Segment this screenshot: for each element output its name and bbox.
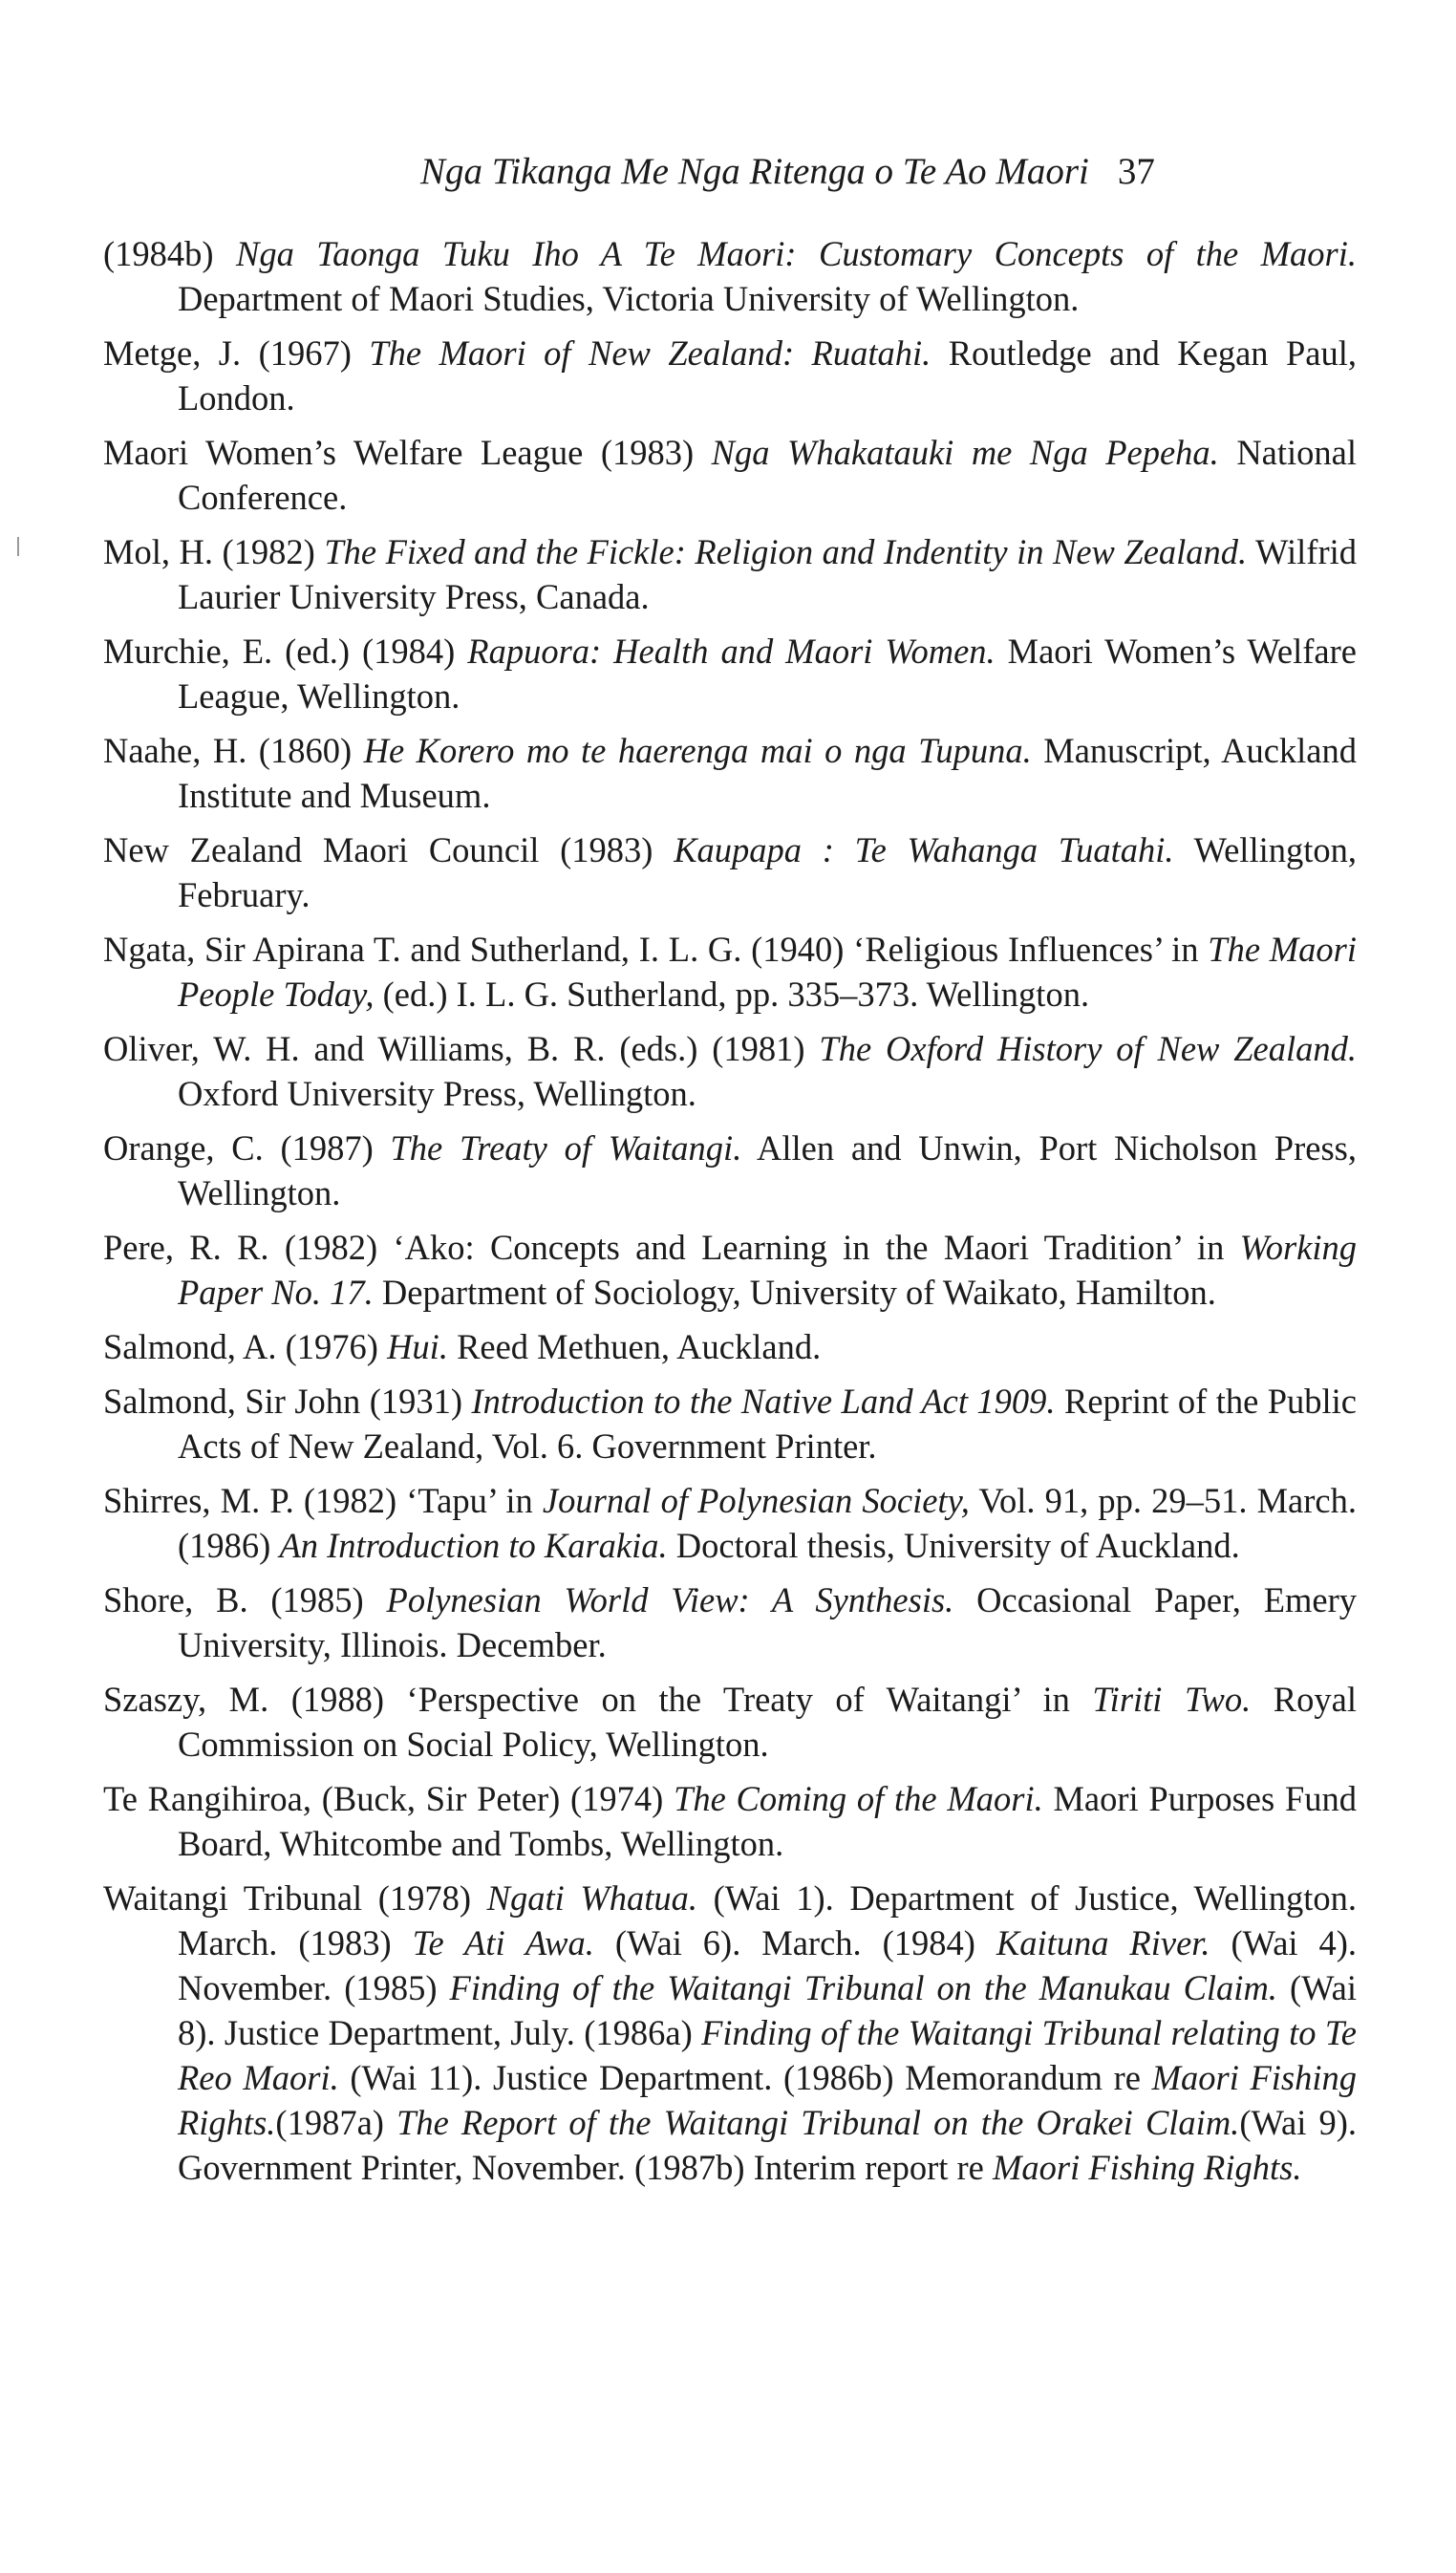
reference-text: Orange, C. (1987) [103, 1128, 391, 1168]
reference-entry [103, 1379, 1357, 1469]
reference-entry [103, 927, 1357, 1017]
reference-text: (1984b) [103, 234, 236, 273]
reference-title: The Fixed and the Fickle: Religion and Indentity in New Zealand. [324, 532, 1248, 571]
reference-title: Working Paper No. 17. [178, 1228, 1357, 1312]
reference-text: Wilfrid Laurier University Press, Canada. [178, 532, 1357, 616]
reference-text: Department of Sociology, University of Waikato, Hamilton. [373, 1273, 1216, 1312]
reference-title: The Report of the Waitangi Tribunal on the Orakei Claim. [396, 2103, 1240, 2142]
reference-entry [103, 827, 1357, 917]
reference-text: Metge, J. (1967) [103, 333, 370, 373]
reference-text: Mol, H. (1982) [103, 532, 325, 571]
reference-title: The Coming of the Maori. [674, 1779, 1043, 1818]
reference-text: Doctoral thesis, University of Auckland. [667, 1526, 1240, 1565]
reference-entry [103, 1876, 1357, 2190]
reference-title: Hui. [387, 1327, 448, 1366]
reference-list [103, 231, 1357, 2199]
reference-text: New Zealand Maori Council (1983) [103, 830, 674, 869]
reference-title: Polynesian World View: A Synthesis. [386, 1580, 954, 1619]
reference-text: Shirres, M. P. (1982) ‘Tapu’ in [103, 1481, 543, 1520]
reference-title: An Introduction to Karakia. [279, 1526, 668, 1565]
reference-text: Wellington, February. [178, 830, 1357, 914]
reference-text: Oliver, W. H. and Williams, B. R. (eds.) (1981) [103, 1029, 820, 1068]
reference-text: Te Rangihiroa, (Buck, Sir Peter) (1974) [103, 1779, 674, 1818]
reference-text: Murchie, E. (ed.) (1984) [103, 632, 468, 671]
reference-title: The Maori of New Zealand: Ruatahi. [369, 333, 931, 373]
reference-text: (ed.) I. L. G. Sutherland, pp. 335–373. Wellington. [374, 975, 1090, 1014]
reference-text: (Wai 6). March. (1984) [593, 1923, 996, 1962]
reference-text: (Wai 4). November. (1985) [178, 1923, 1358, 2007]
reference-entry [103, 1126, 1357, 1215]
reference-text: Szaszy, M. (1988) ‘Perspective on the Treaty of Waitangi’ in [103, 1680, 1093, 1719]
reference-entry [103, 231, 1357, 321]
reference-entry [103, 1776, 1357, 1866]
reference-text: Maori Women’s Welfare League (1983) [103, 433, 712, 472]
running-header [420, 145, 1357, 199]
reference-title: Rapuora: Health and Maori Women. [467, 632, 996, 671]
reference-title: Te Ati Awa. [412, 1923, 594, 1962]
reference-entry [103, 1478, 1357, 1568]
reference-title: Ngati Whatua. [486, 1878, 698, 1918]
reference-title: The Maori People Today, [178, 930, 1358, 1014]
reference-title: Maori Fishing Rights. [993, 2148, 1302, 2187]
reference-text: Allen and Unwin, Port Nicholson Press, Wellington. [178, 1128, 1357, 1212]
reference-text: Waitangi Tribunal (1978) [103, 1878, 487, 1918]
reference-text: Reed Methuen, Auckland. [447, 1327, 822, 1366]
reference-text: Royal Commission on Social Policy, Wellington. [178, 1680, 1357, 1764]
reference-entry [103, 728, 1357, 818]
reference-text: Occasional Paper, Emery University, Illinois. December. [178, 1580, 1357, 1664]
reference-entry [103, 1026, 1357, 1116]
reference-title: Introduction to the Native Land Act 1909. [471, 1382, 1056, 1421]
reference-entry [103, 529, 1357, 619]
reference-text: Shore, B. (1985) [103, 1580, 387, 1619]
reference-title: Tiriti Two. [1092, 1680, 1252, 1719]
reference-entry [103, 331, 1357, 420]
reference-title: Nga Whakatauki me Nga Pepeha. [711, 433, 1219, 472]
reference-title: Journal of Polynesian Society, [542, 1481, 970, 1520]
reference-entry [103, 1324, 1357, 1369]
reference-text: Department of Maori Studies, Victoria University of Wellington. [178, 279, 1080, 318]
margin-mark [17, 537, 19, 556]
reference-title: Kaituna River. [996, 1923, 1210, 1962]
reference-entry [103, 430, 1357, 520]
reference-text: (Wai 8). Justice Department, July. (1986a) [178, 1968, 1357, 2052]
reference-title: The Oxford History of New Zealand. [819, 1029, 1357, 1068]
reference-entry [103, 1677, 1357, 1767]
reference-text: (Wai 1). Department of Justice, Wellington. March. (1983) [178, 1878, 1357, 1962]
reference-text: (Wai 9). Government Printer, November. (1987b) Interim report re [178, 2103, 1357, 2187]
reference-text: (1987a) [275, 2103, 397, 2142]
reference-title: Maori Fishing Rights. [178, 2058, 1357, 2142]
reference-text: Oxford University Press, Wellington. [178, 1074, 696, 1113]
reference-title: Finding of the Waitangi Tribunal on the Manukau Claim. [449, 1968, 1277, 2007]
reference-entry [103, 629, 1357, 718]
reference-text: (Wai 11). Justice Department. (1986b) Memorandum re [338, 2058, 1152, 2097]
reference-text: Routledge and Kegan Paul, London. [178, 333, 1357, 418]
running-title: Nga Tikanga Me Nga Ritenga o Te Ao Maori [420, 151, 1089, 192]
reference-text: Salmond, A. (1976) [103, 1327, 388, 1366]
reference-title: Kaupapa : Te Wahanga Tuatahi. [674, 830, 1174, 869]
reference-text: National Conference. [178, 433, 1357, 517]
reference-text: Reprint of the Public Acts of New Zealand, Vol. 6. Government Printer. [178, 1382, 1357, 1466]
reference-text: Pere, R. R. (1982) ‘Ako: Concepts and Learning in the Maori Tradition’ in [103, 1228, 1240, 1267]
reference-text: Vol. 91, pp. 29–51. March. (1986) [178, 1481, 1357, 1565]
reference-text: Ngata, Sir Apirana T. and Sutherland, I. L. G. (1940) ‘Religious Influences’ in [103, 930, 1209, 969]
reference-entry [103, 1225, 1357, 1315]
reference-title: The Treaty of Waitangi. [390, 1128, 742, 1168]
page-number: 37 [1117, 151, 1155, 192]
reference-text: Maori Purposes Fund Board, Whitcombe and Tombs, Wellington. [178, 1779, 1357, 1863]
reference-text: Manuscript, Auckland Institute and Museum. [178, 731, 1357, 815]
reference-text: Maori Women’s Welfare League, Wellington. [178, 632, 1357, 716]
reference-title: Finding of the Waitangi Tribunal relating to Te Reo Maori. [178, 2013, 1357, 2097]
reference-text: Naahe, H. (1860) [103, 731, 364, 770]
reference-entry [103, 1577, 1357, 1667]
reference-text: Salmond, Sir John (1931) [103, 1382, 472, 1421]
reference-title: He Korero mo te haerenga mai o nga Tupuna. [363, 731, 1032, 770]
reference-title: Nga Taonga Tuku Iho A Te Maori: Customary Concepts of the Maori. [235, 234, 1357, 273]
